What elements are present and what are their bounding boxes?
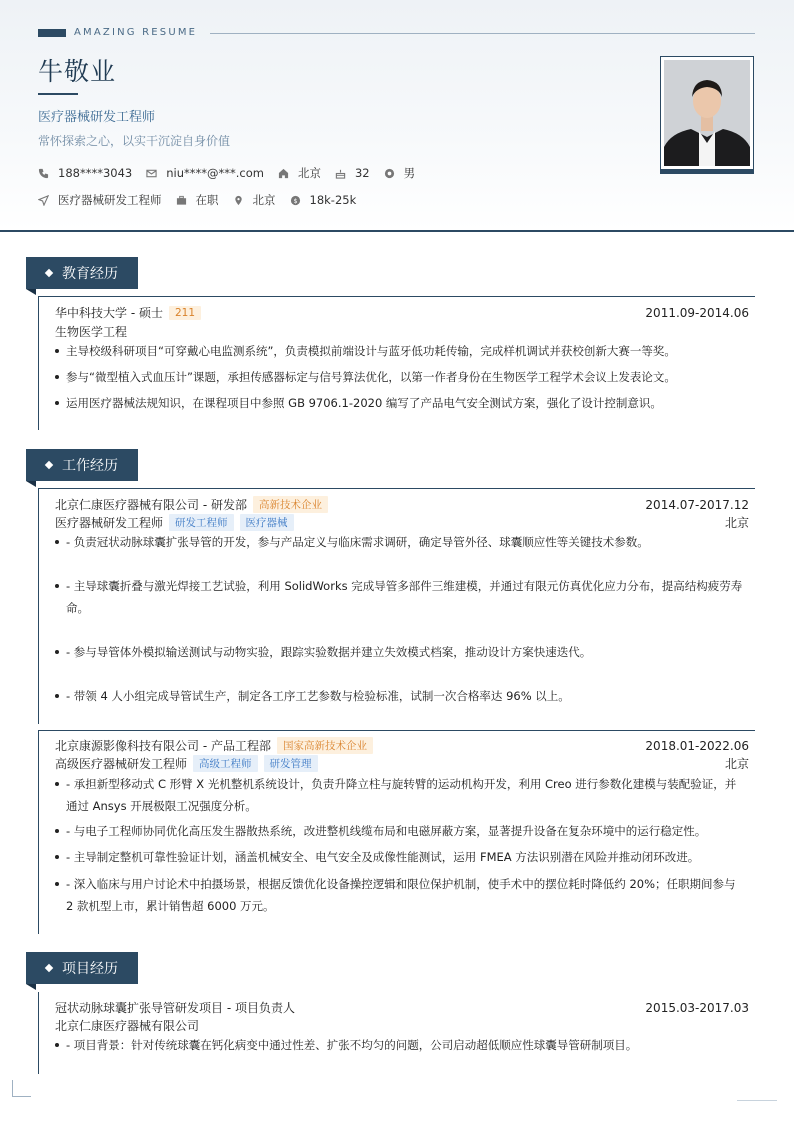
diamond-icon <box>45 964 53 972</box>
brand-divider <box>210 33 755 34</box>
entry-subheader <box>55 755 749 772</box>
section-title-project <box>26 952 138 984</box>
entry-subheader <box>55 1017 749 1034</box>
salary-item <box>290 193 357 207</box>
age-item <box>335 166 370 180</box>
intent-row <box>38 192 370 208</box>
avatar-underline <box>660 170 754 174</box>
briefcase-icon <box>176 195 187 206</box>
list-item: 主导校级科研项目“可穿戴心电监测系统”，负责模拟前端设计与蓝牙低功耗传输，完成样机调试并获校创新大赛一等奖。 <box>55 340 745 362</box>
avatar <box>660 56 754 170</box>
position-item <box>38 192 162 208</box>
project-name: 冠状动脉球囊扩张导管研发项目 - 项目负责人 <box>55 1001 295 1015</box>
gender-icon <box>384 168 395 179</box>
phone-item <box>38 166 132 180</box>
home-icon <box>278 168 289 179</box>
period: 2018.01-2022.06 <box>645 738 749 753</box>
period: 2014.07-2017.12 <box>645 497 749 512</box>
list-item: - 参与导管体外模拟输送测试与动物实验，跟踪实验数据并建立失效模式档案，推动设计方案快速迭代。 <box>55 641 745 663</box>
job-title: 医疗器械研发工程师 <box>38 110 156 125</box>
entry-subheader <box>55 323 749 340</box>
age-text: 32 <box>354 166 370 180</box>
work-entry <box>38 730 755 934</box>
list-item: - 与电子工程师协同优化高压发生器散热系统，改进整机线缆布局和电磁屏蔽方案，显著提升设备在复杂环境中的运行稳定性。 <box>55 820 745 842</box>
company-badge: 高新技术企业 <box>253 496 328 513</box>
phone-text: 188****3043 <box>58 166 133 180</box>
phone-icon <box>38 168 49 179</box>
avatar-photo <box>661 57 753 169</box>
send-icon <box>38 195 49 206</box>
candidate-name: 牛敬业 <box>38 57 117 86</box>
location: 北京 <box>724 516 749 530</box>
list-item: 运用医疗器械法规知识，在课程项目中参照 GB 9706.1-2020 编写了产品电气安全测试方案，强化了设计控制意识。 <box>55 392 745 414</box>
role-tag: 高级工程师 <box>193 755 258 772</box>
work-entry <box>38 488 755 724</box>
diamond-icon <box>45 461 53 469</box>
location-text: 北京 <box>252 193 276 207</box>
entry-subheader <box>55 514 749 531</box>
position-text: 医疗器械研发工程师 <box>58 193 162 207</box>
project-company: 北京仁康医疗器械有限公司 <box>55 1019 200 1033</box>
major: 生物医学工程 <box>55 325 128 339</box>
svg-text:$: $ <box>292 196 298 205</box>
section-label: 教育经历 <box>62 266 118 282</box>
role-tag: 研发管理 <box>264 755 318 772</box>
period: 2015.03-2017.03 <box>645 1000 749 1015</box>
name-underline <box>38 93 78 95</box>
section-label: 项目经历 <box>62 961 118 977</box>
list-item: - 主导制定整机可靠性验证计划，涵盖机械安全、电气安全及成像性能测试，运用 FMEA 方法识别潜在风险并推动闭环改进。 <box>55 846 745 868</box>
brand-bar <box>38 29 66 37</box>
diamond-icon <box>45 269 53 277</box>
list-item: - 负责冠状动脉球囊扩张导管的开发，参与产品定义与临床需求调研，确定导管外径、球囊顺应性等关键技术参数。 <box>55 531 745 553</box>
motto: 常怀探索之心，以实干沉淀自身价值 <box>38 134 231 148</box>
school-badge: 211 <box>169 306 201 320</box>
section-title-work <box>26 449 138 481</box>
list-item: - 承担新型移动式 C 形臂 X 光机整机系统设计，负责升降立柱与旋转臂的运动机构开发，利用 Creo 进行参数化建模与装配验证，并通过 Ansys 开展极限工况强度分析。 <box>55 773 745 817</box>
status-item <box>176 192 219 208</box>
company-badge: 国家高新技术企业 <box>277 737 373 754</box>
entry-header <box>55 496 749 513</box>
entry-header <box>55 737 749 754</box>
contact-row <box>38 165 429 181</box>
list-item: 参与“微型植入式血压计”课题，承担传感器标定与信号算法优化，以第一作者身份在生物医学工程学术会议上发表论文。 <box>55 366 745 388</box>
project-entry <box>38 992 755 1074</box>
money-icon <box>290 195 301 206</box>
list-item: - 带领 4 人小组完成导管试生产，制定各工序工艺参数与检验标准，试制一次合格率达 96% 以上。 <box>55 685 745 707</box>
role-tag: 研发工程师 <box>169 514 234 531</box>
brand-text: AMAZING RESUME <box>74 27 198 38</box>
list-item: - 主导球囊折叠与激光焊接工艺试验，利用 SolidWorks 完成导管多部件三维建模，并通过有限元仿真优化应力分布，提高结构疲劳寿命。 <box>55 575 745 619</box>
gender-text: 男 <box>403 166 416 180</box>
page-corner-mark <box>12 1080 31 1097</box>
education-entry <box>38 296 755 430</box>
page-corner-line <box>737 1100 777 1101</box>
city-item <box>278 165 321 181</box>
location: 北京 <box>724 757 749 771</box>
email-item <box>146 166 264 180</box>
salary-text: 18k-25k <box>309 193 357 207</box>
list-item: - 深入临床与用户讨论术中拍摄场景，根据反馈优化设备操控逻辑和限位保护机制，使手术中的摆位耗时降低约 20%；任职期间参与 2 款机型上市，累计销售超 6000 万元。 <box>55 873 745 917</box>
list-item: - 项目背景：针对传统球囊在钙化病变中通过性差、扩张不均匀的问题，公司启动超低顺应性球囊导管研制项目。 <box>55 1034 745 1056</box>
city-text: 北京 <box>297 166 321 180</box>
company-name: 北京仁康医疗器械有限公司 - 研发部 <box>55 498 247 512</box>
entry-header <box>55 304 749 321</box>
role: 医疗器械研发工程师 <box>55 516 164 530</box>
period: 2011.09-2014.06 <box>645 305 749 320</box>
status-text: 在职 <box>195 193 219 207</box>
company-name: 北京康源影像科技有限公司 - 产品工程部 <box>55 739 271 753</box>
gender-item <box>384 165 416 181</box>
section-label: 工作经历 <box>62 458 118 474</box>
role-tag: 医疗器械 <box>240 514 294 531</box>
location-pin-icon <box>233 195 244 206</box>
section-title-education <box>26 257 138 289</box>
role: 高级医疗器械研发工程师 <box>55 757 188 771</box>
school-name: 华中科技大学 - 硕士 <box>55 306 163 320</box>
location-item <box>233 192 276 208</box>
entry-header <box>55 999 749 1016</box>
mail-icon <box>146 168 157 179</box>
cake-icon <box>335 168 346 179</box>
email-text: niu****@***.com <box>166 166 264 180</box>
